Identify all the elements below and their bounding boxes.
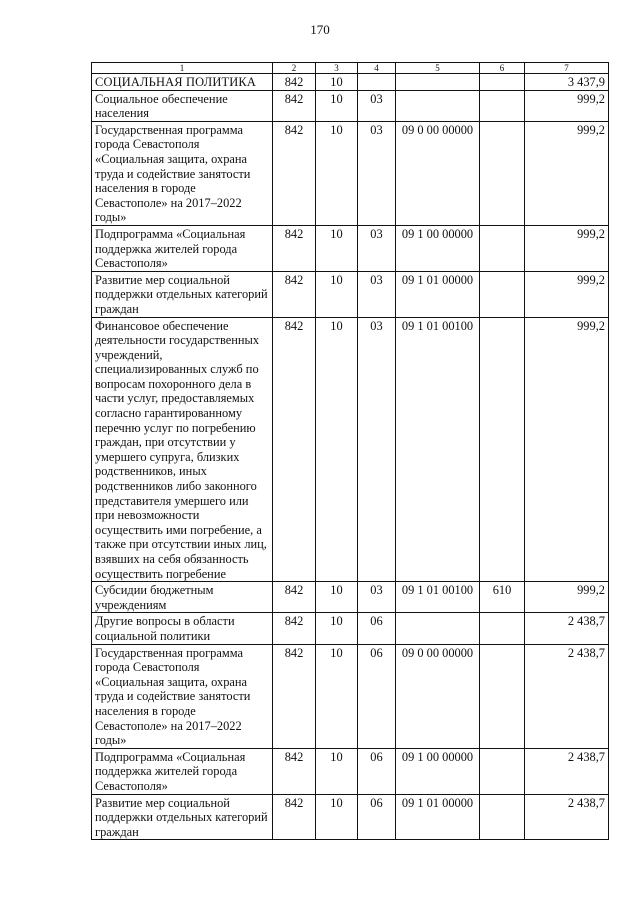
- cell-code-3: 10: [316, 748, 358, 794]
- cell-amount: 999,2: [525, 225, 609, 271]
- table-row: [92, 794, 609, 840]
- cell-code-6: 610: [480, 582, 525, 613]
- cell-code-5: 09 1 01 00100: [396, 317, 480, 582]
- cell-code-2: 842: [273, 121, 316, 225]
- cell-code-3: 10: [316, 317, 358, 582]
- cell-code-2: 842: [273, 317, 316, 582]
- budget-table: [91, 62, 609, 840]
- cell-amount: 999,2: [525, 317, 609, 582]
- column-header: 6: [480, 63, 525, 74]
- cell-code-3: 10: [316, 225, 358, 271]
- cell-code-5: 09 1 01 00000: [396, 271, 480, 317]
- cell-code-5: 09 1 01 00000: [396, 794, 480, 840]
- cell-code-6: [480, 271, 525, 317]
- cell-amount: 2 438,7: [525, 794, 609, 840]
- cell-code-5: 09 1 01 00100: [396, 582, 480, 613]
- page-number: 170: [310, 22, 330, 37]
- column-header: 2: [273, 63, 316, 74]
- cell-code-6: [480, 225, 525, 271]
- cell-code-4: 06: [358, 644, 396, 748]
- cell-amount: 999,2: [525, 582, 609, 613]
- cell-code-5: 09 0 00 00000: [396, 121, 480, 225]
- row-name: Развитие мер социальной поддержки отдельных категорий граждан: [92, 794, 273, 840]
- cell-code-4: 03: [358, 225, 396, 271]
- cell-code-3: 10: [316, 121, 358, 225]
- cell-amount: 999,2: [525, 271, 609, 317]
- cell-code-2: 842: [273, 613, 316, 644]
- row-name: Социальное обеспечение населения: [92, 90, 273, 121]
- table-row: [92, 121, 609, 225]
- cell-amount: 2 438,7: [525, 748, 609, 794]
- cell-code-6: [480, 794, 525, 840]
- cell-code-5: [396, 90, 480, 121]
- cell-code-4: 03: [358, 121, 396, 225]
- column-header: 4: [358, 63, 396, 74]
- cell-code-4: 03: [358, 317, 396, 582]
- table-row: [92, 613, 609, 644]
- table-row: [92, 644, 609, 748]
- cell-code-5: 09 1 00 00000: [396, 225, 480, 271]
- cell-code-2: 842: [273, 794, 316, 840]
- cell-code-3: 10: [316, 794, 358, 840]
- cell-code-6: [480, 317, 525, 582]
- cell-code-2: 842: [273, 74, 316, 91]
- cell-code-2: 842: [273, 225, 316, 271]
- row-name: Государственная программа города Севастополя «Социальная защита, охрана труда и содействие занятости населения в городе Севастополе» на 2017–2022 годы»: [92, 644, 273, 748]
- cell-code-5: 09 0 00 00000: [396, 644, 480, 748]
- table-row: [92, 74, 609, 91]
- row-name: Подпрограмма «Социальная поддержка жителей города Севастополя»: [92, 748, 273, 794]
- cell-code-6: [480, 748, 525, 794]
- cell-code-3: 10: [316, 613, 358, 644]
- cell-code-6: [480, 74, 525, 91]
- column-header: 5: [396, 63, 480, 74]
- cell-amount: 999,2: [525, 90, 609, 121]
- table-row: [92, 317, 609, 582]
- cell-code-4: 06: [358, 794, 396, 840]
- cell-amount: 3 437,9: [525, 74, 609, 91]
- column-header: 1: [92, 63, 273, 74]
- cell-amount: 2 438,7: [525, 644, 609, 748]
- cell-code-2: 842: [273, 271, 316, 317]
- cell-code-2: 842: [273, 644, 316, 748]
- cell-code-4: 06: [358, 613, 396, 644]
- cell-code-6: [480, 613, 525, 644]
- table-row: [92, 225, 609, 271]
- cell-code-5: 09 1 00 00000: [396, 748, 480, 794]
- cell-code-4: 03: [358, 582, 396, 613]
- cell-amount: 999,2: [525, 121, 609, 225]
- cell-code-4: [358, 74, 396, 91]
- row-name: Субсидии бюджетным учреждениям: [92, 582, 273, 613]
- cell-code-5: [396, 74, 480, 91]
- table-row: [92, 582, 609, 613]
- row-name: Финансовое обеспечение деятельности государственных учреждений, специализированных служб по вопросам похоронного дела в части услуг, предоставляемых согласно гарантированному перечню услуг по погребению граждан, при отсутствии у умершего супруга, близких родственников, иных родственников либо законного представителя умершего или при невозможности осуществить ими погребение, а также при отсутствии иных лиц, взявших на себя обязанность осуществить погребение: [92, 317, 273, 582]
- column-header: 7: [525, 63, 609, 74]
- cell-code-6: [480, 90, 525, 121]
- table-row: [92, 90, 609, 121]
- cell-code-3: 10: [316, 271, 358, 317]
- row-name: СОЦИАЛЬНАЯ ПОЛИТИКА: [92, 74, 273, 91]
- column-header: 3: [316, 63, 358, 74]
- table-row: [92, 748, 609, 794]
- cell-code-3: 10: [316, 582, 358, 613]
- cell-code-4: 06: [358, 748, 396, 794]
- cell-code-2: 842: [273, 582, 316, 613]
- cell-code-2: 842: [273, 748, 316, 794]
- row-name: Подпрограмма «Социальная поддержка жителей города Севастополя»: [92, 225, 273, 271]
- cell-code-5: [396, 613, 480, 644]
- cell-code-4: 03: [358, 271, 396, 317]
- row-name: Развитие мер социальной поддержки отдельных категорий граждан: [92, 271, 273, 317]
- row-name: Другие вопросы в области социальной политики: [92, 613, 273, 644]
- cell-code-3: 10: [316, 644, 358, 748]
- cell-code-2: 842: [273, 90, 316, 121]
- row-name: Государственная программа города Севастополя «Социальная защита, охрана труда и содействие занятости населения в городе Севастополе» на 2017–2022 годы»: [92, 121, 273, 225]
- cell-code-6: [480, 121, 525, 225]
- cell-code-3: 10: [316, 74, 358, 91]
- table-row: [92, 271, 609, 317]
- cell-code-4: 03: [358, 90, 396, 121]
- cell-code-6: [480, 644, 525, 748]
- cell-code-3: 10: [316, 90, 358, 121]
- column-header-row: [92, 63, 609, 74]
- cell-amount: 2 438,7: [525, 613, 609, 644]
